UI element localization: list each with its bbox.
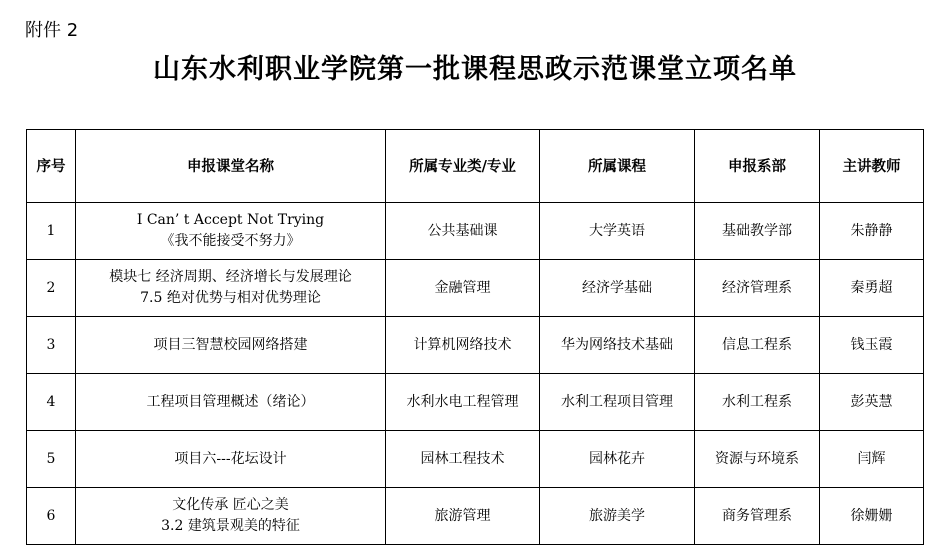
header-index: 序号 <box>27 130 76 203</box>
cell-class-name <box>76 431 386 488</box>
cell-department: 基础教学部 <box>695 203 820 260</box>
cell-major: 旅游管理 <box>386 488 540 545</box>
cell-course: 华为网络技术基础 <box>540 317 695 374</box>
class-name-line: 工程项目管理概述（绪论） <box>146 393 315 410</box>
cell-department: 经济管理系 <box>695 260 820 317</box>
cell-index: 1 <box>27 203 76 260</box>
header-class-name: 申报课堂名称 <box>76 130 386 203</box>
table-row <box>27 317 924 374</box>
header-teacher: 主讲教师 <box>820 130 924 203</box>
class-name-line: 模块七 经济周期、经济增长与发展理论 <box>109 269 352 285</box>
cell-course: 旅游美学 <box>540 488 695 545</box>
cell-index: 2 <box>27 260 76 317</box>
cell-teacher: 徐姗姗 <box>820 488 924 545</box>
header-major: 所属专业类/专业 <box>386 130 540 203</box>
cell-class-name <box>76 260 386 317</box>
class-name-line: 3.2 建筑景观美的特征 <box>161 518 300 534</box>
cell-teacher: 秦勇超 <box>820 260 924 317</box>
cell-major: 水利水电工程管理 <box>386 374 540 431</box>
class-name-line: 文化传承 匠心之美 <box>172 497 289 513</box>
cell-major: 园林工程技术 <box>386 431 540 488</box>
class-name-line: 项目三智慧校园网络搭建 <box>153 336 308 353</box>
cell-course: 大学英语 <box>540 203 695 260</box>
cell-course: 园林花卉 <box>540 431 695 488</box>
cell-class-name <box>76 488 386 545</box>
class-name-line: 《我不能接受不努力》 <box>160 233 301 249</box>
cell-department: 信息工程系 <box>695 317 820 374</box>
table-header-row <box>27 130 924 203</box>
cell-class-name <box>76 317 386 374</box>
cell-index: 5 <box>27 431 76 488</box>
project-roster-table <box>26 129 924 545</box>
header-department: 申报系部 <box>695 130 820 203</box>
document-title: 山东水利职业学院第一批课程思政示范课堂立项名单 <box>153 54 797 85</box>
attachment-label: 附件 2 <box>25 20 79 41</box>
cell-class-name <box>76 203 386 260</box>
class-name-line: 7.5 绝对优势与相对优势理论 <box>140 290 321 306</box>
cell-class-name <box>76 374 386 431</box>
cell-course: 经济学基础 <box>540 260 695 317</box>
cell-index: 3 <box>27 317 76 374</box>
table-row <box>27 374 924 431</box>
cell-department: 资源与环境系 <box>695 431 820 488</box>
table-row <box>27 203 924 260</box>
cell-department: 商务管理系 <box>695 488 820 545</box>
cell-teacher: 彭英慧 <box>820 374 924 431</box>
class-name-line: 项目六---花坛设计 <box>174 450 287 467</box>
table-row <box>27 488 924 545</box>
cell-teacher: 闫辉 <box>820 431 924 488</box>
cell-index: 6 <box>27 488 76 545</box>
table-row <box>27 431 924 488</box>
cell-index: 4 <box>27 374 76 431</box>
cell-department: 水利工程系 <box>695 374 820 431</box>
table-row <box>27 260 924 317</box>
cell-teacher: 钱玉霞 <box>820 317 924 374</box>
cell-major: 公共基础课 <box>386 203 540 260</box>
cell-teacher: 朱静静 <box>820 203 924 260</box>
class-name-line: I Can’ t Accept Not Trying <box>136 212 325 228</box>
cell-course: 水利工程项目管理 <box>540 374 695 431</box>
header-course: 所属课程 <box>540 130 695 203</box>
cell-major: 金融管理 <box>386 260 540 317</box>
cell-major: 计算机网络技术 <box>386 317 540 374</box>
